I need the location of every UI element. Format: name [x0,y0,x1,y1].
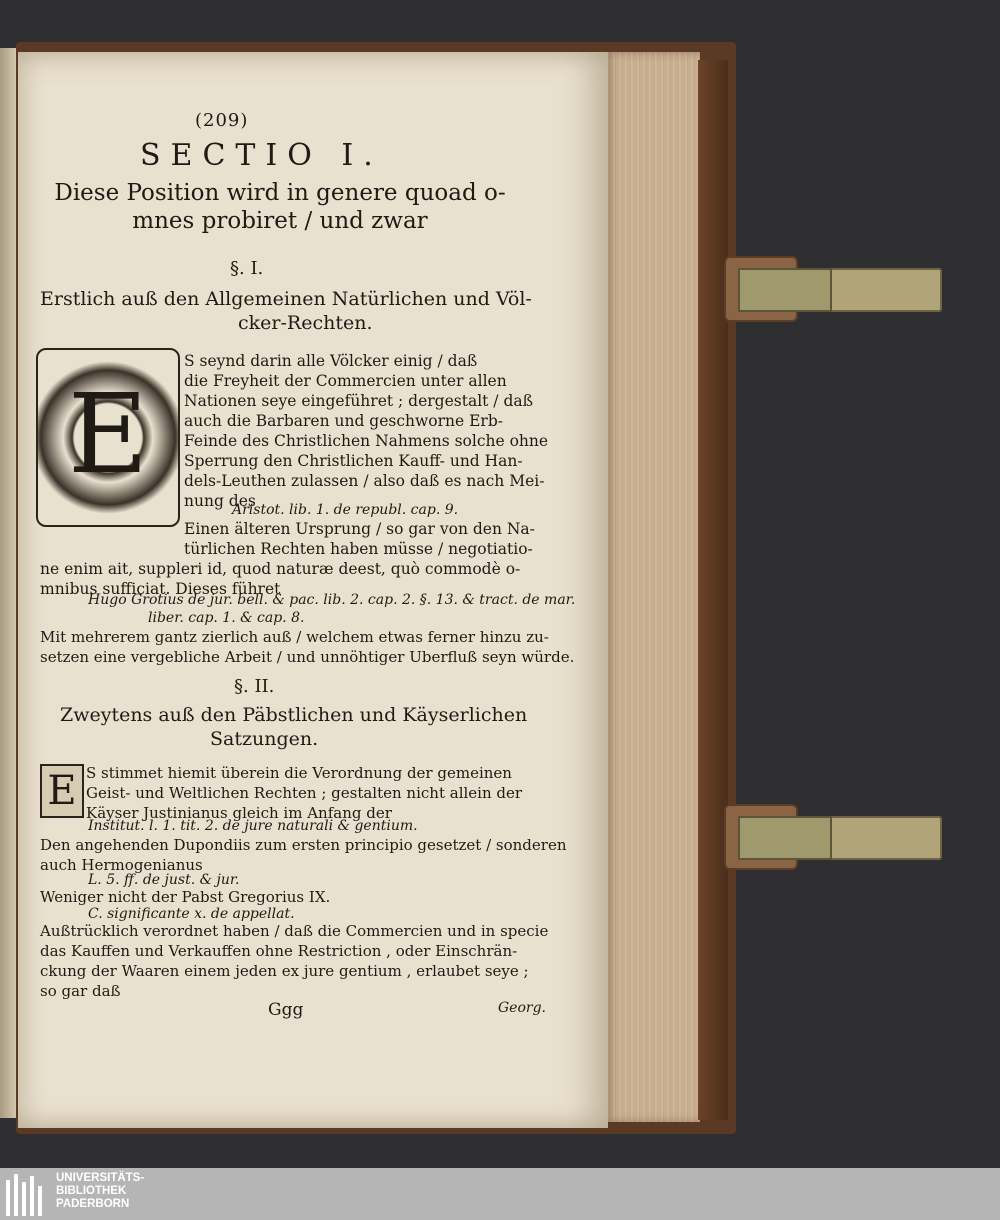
body-line: so gar daß [40,982,121,1000]
book-clasp-bottom [724,804,934,866]
section-heading-1: Diese Position wird in genere quoad o- [54,180,506,206]
section-heading-2: mnes probiret / und zwar [132,208,428,234]
citation: liber. cap. 1. & cap. 8. [148,610,305,626]
body-line: Sperrung den Christlichen Kauff- und Han- [184,452,523,470]
page-number: (209) [195,110,249,131]
body-line: das Kauffen und Verkauffen ohne Restriction , oder Einschrän- [40,942,518,960]
citation: Institut. l. 1. tit. 2. de jure naturali & gentium. [88,818,418,834]
body-line: auch Hermogenianus [40,856,203,874]
body-line: Nationen seye eingeführet ; dergestalt / daß [184,392,533,410]
library-name-line: UNIVERSITÄTS- [56,1172,145,1184]
body-line: Geist- und Weltlichen Rechten ; gestalten nicht allein der [86,784,523,802]
library-logo-icon [4,1172,48,1216]
body-line: setzen eine vergebliche Arbeit / und unnöhtiger Uberfluß seyn würde. [40,648,575,666]
section-title: SECTIO I. [140,138,383,173]
body-line: nung des [184,492,256,510]
body-line: S stimmet hiemit überein die Verordnung der gemeinen [86,764,512,782]
paragraph-heading-2b: Satzungen. [210,728,319,750]
body-line: Außtrücklich verordnet haben / daß die Commercien und in specie [40,922,549,940]
paragraph-heading-1a: Erstlich auß den Allgemeinen Natürlichen und Völ- [40,288,532,310]
body-line: auch die Barbaren und geschworne Erb- [184,412,503,430]
body-line: ckung der Waaren einem jeden ex jure gentium , erlaubet seye ; [40,962,529,980]
body-line: die Freyheit der Commercien unter allen [184,372,507,390]
body-line: Mit mehrerem gantz zierlich auß / welchem etwas ferner hinzu zu- [40,628,549,646]
citation: C. significante x. de appellat. [88,906,295,922]
library-name-line: BIBLIOTHEK [56,1185,127,1197]
citation: Hugo Grotius de jur. bell. & pac. lib. 2. cap. 2. §. 13. & tract. de mar. [88,592,576,608]
book-cover-edge [698,60,728,1120]
body-line: Den angehenden Dupondiis zum ersten principio gesetzet / sonderen [40,836,567,854]
body-line: Einen älteren Ursprung / so gar von den Na- [184,520,535,538]
footer-bar [0,1168,1000,1220]
citation: L. 5. ff. de just. & jur. [88,872,240,888]
body-line: mnibus sufficiat. Dieses führet [40,580,281,598]
paragraph-heading-2a: Zweytens auß den Päbstlichen und Käyserlichen [60,704,528,726]
body-line: türlichen Rechten haben müsse / negotiatio- [184,540,533,558]
catchword: Georg. [498,1000,547,1016]
library-name-line: PADERBORN [56,1198,130,1210]
signature-mark: Ggg [268,1000,304,1020]
book-fore-edge [604,52,700,1122]
body-line: S seynd darin alle Völcker einig / daß [184,352,478,370]
body-line: Weniger nicht der Pabst Gregorius IX. [40,888,331,906]
body-line: ne enim ait, suppleri id, quod naturæ deest, quò commodè o- [40,560,521,578]
citation: Aristot. lib. 1. de republ. cap. 9. [232,502,459,518]
paragraph-heading-1b: cker-Rechten. [238,312,373,334]
drop-cap: E [40,764,84,818]
body-line: Käyser Justinianus gleich im Anfang der [86,804,392,822]
paragraph-label-2: §. II. [234,676,275,697]
paragraph-label-1: §. I. [230,258,264,279]
body-line: Feinde des Christlichen Nahmens solche ohne [184,432,549,450]
decorated-drop-cap: E [36,348,180,527]
library-name [56,1172,144,1211]
book-clasp-top [724,256,934,318]
body-line: dels-Leuthen zulassen / also daß es nach Mei- [184,472,545,490]
